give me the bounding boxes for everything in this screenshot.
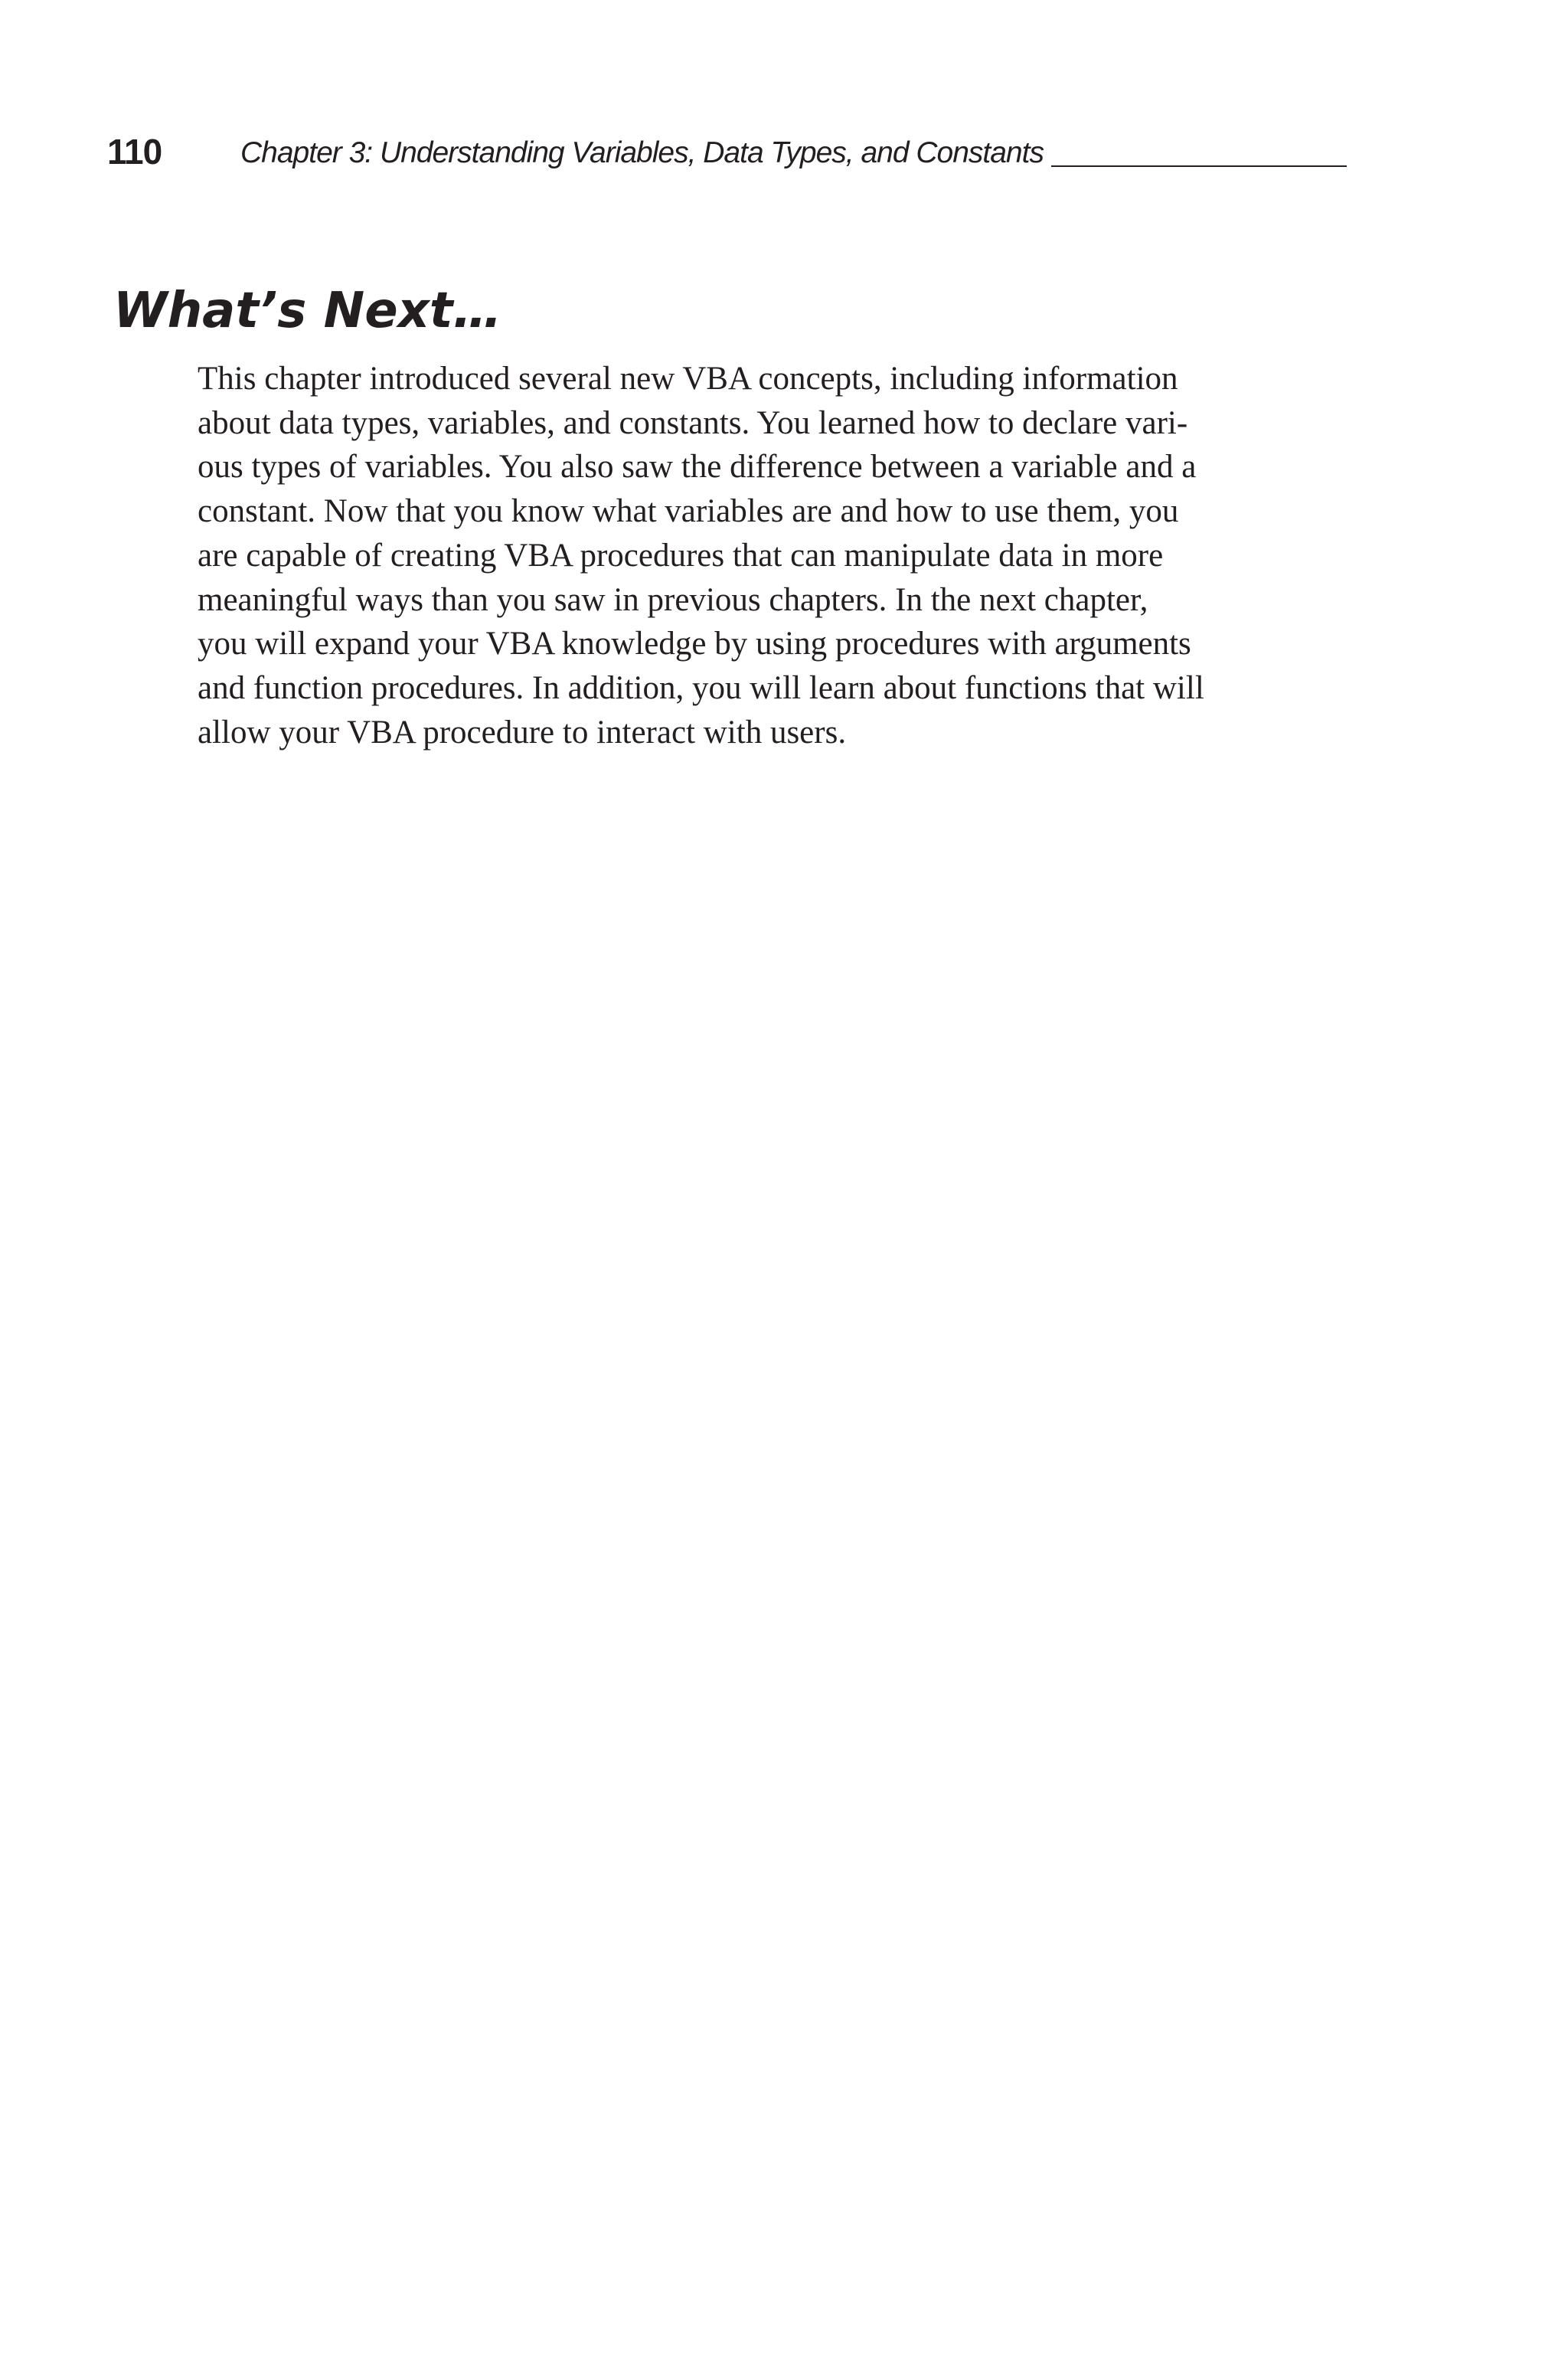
body-paragraph	[198, 357, 1361, 754]
running-head	[107, 129, 1348, 175]
section-heading: What’s Next…	[113, 283, 502, 339]
page-number: 110	[107, 132, 162, 172]
paragraph-line: about data types, variables, and constants. You learned how to declare vari-	[198, 404, 1188, 441]
paragraph-line: allow your VBA procedure to interact with users.	[198, 714, 847, 751]
paragraph-line: you will expand your VBA knowledge by using procedures with arguments	[198, 626, 1191, 662]
paragraph-line: ous types of variables. You also saw the difference between a variable and a	[198, 449, 1197, 486]
paragraph-line: constant. Now that you know what variables are and how to use them, you	[198, 493, 1179, 530]
paragraph-line: meaningful ways than you saw in previous chapters. In the next chapter,	[198, 581, 1148, 618]
paragraph-line: This chapter introduced several new VBA concepts, including information	[198, 361, 1178, 397]
paragraph-line: and function procedures. In addition, you will learn about functions that will	[198, 669, 1204, 706]
paragraph-line: are capable of creating VBA procedures that can manipulate data in more	[198, 537, 1164, 574]
chapter-title: Chapter 3: Understanding Variables, Data Types, and Constants	[240, 136, 1044, 169]
header-rule	[1051, 165, 1347, 167]
